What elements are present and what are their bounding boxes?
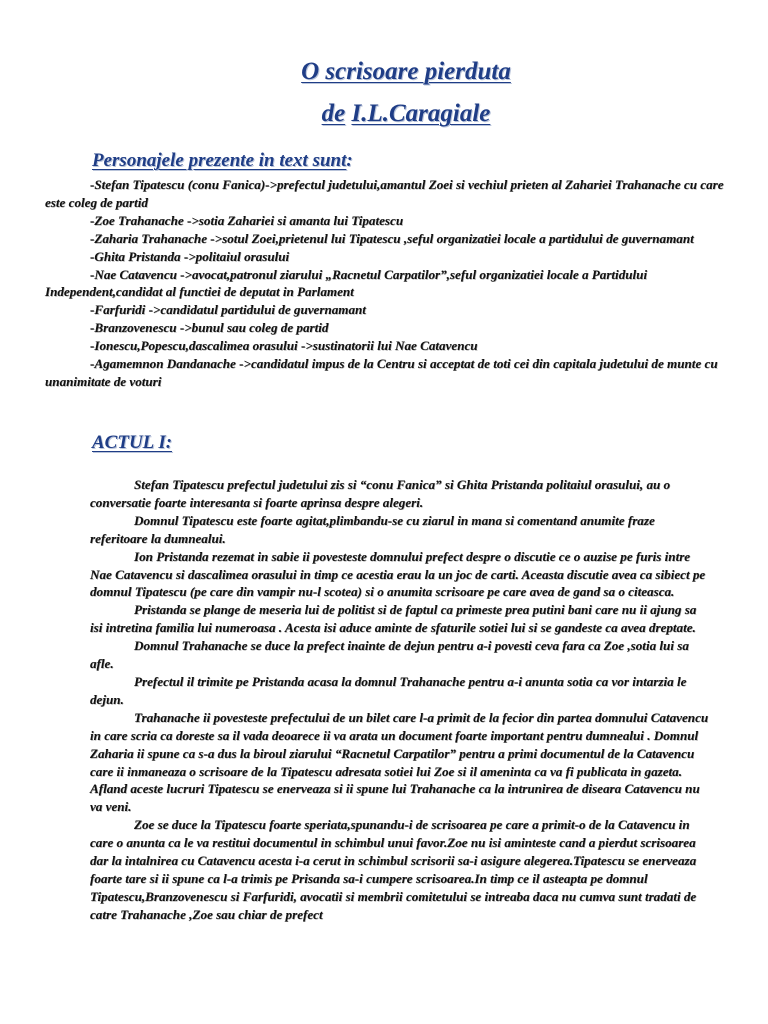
act-paragraph: Domnul Tipatescu este foarte agitat,plimbandu-se cu ziarul in mana si comentand anumite fraze referitoare la dumnealui. [90, 512, 655, 546]
character-item: -Ionescu,Popescu,dascalimea orasului ->sustinatorii lui Nae Catavencu [90, 338, 478, 354]
act-paragraph: Ion Pristanda rezemat in sabie ii povesteste domnului prefect despre o discutie ce o auzise pe furis intre Nae Catavencu si dascalimea orasului in timp ce acestia erau la un joc de carti. Aceasta discutie avea ca sibiect pe domnul Tipatescu (pe care din vampir nu-l scotea) si o anumita scrisoare pe care avea de gand sa o citeasca. [90, 548, 706, 600]
act-body [90, 476, 710, 924]
act-paragraph: Pristanda se plange de meseria lui de politist si de faptul ca primeste prea putini bani care nu ii ajung sa isi intretina familia lui numeroasa . Acesta isi aduce aminte de sfaturile sotiei lui si se gandeste ca avea dreptate. [90, 602, 697, 636]
characters-heading-text: Personajele prezente in text sunt [92, 150, 347, 171]
act-heading: ACTUL I: [92, 432, 173, 453]
character-item: -Zoe Trahanache ->sotia Zahariei si amanta lui Tipatescu [90, 212, 404, 228]
characters-list [45, 176, 725, 391]
author-name: I.L.Caragiale [351, 100, 491, 127]
character-item: -Nae Catavencu ->avocat,patronul ziarului „Racnetul Carpatilor”,seful organizatiei locale a Partidului Independent,candidat al functiei de deputat in Parlament [45, 266, 648, 300]
act-paragraph: Prefectul il trimite pe Pristanda acasa la domnul Trahanache pentru a-i anunta sotia ca vor intarzia le dejun. [90, 673, 687, 707]
author-prefix: de [321, 100, 346, 127]
characters-heading [92, 150, 353, 172]
document-author-line [0, 100, 768, 128]
character-item: -Agamemnon Dandanache ->candidatul impus de la Centru si acceptat de toti cei din capitala judetului de munte cu unanimitate de voturi [45, 356, 718, 389]
characters-heading-colon: : [346, 150, 353, 171]
character-item: -Stefan Tipatescu (conu Fanica)->prefectul judetului,amantul Zoei si vechiul prieten al Zahariei Trahanache cu care este coleg de partid [45, 177, 724, 210]
character-item: -Ghita Pristanda ->politaiul orasului [90, 248, 290, 264]
character-item: -Zaharia Trahanache ->sotul Zoei,prietenul lui Tipatescu ,seful organizatiei locale a partidului de guvernamant [90, 230, 694, 246]
character-item: -Farfuridi ->candidatul partidului de guvernamant [90, 302, 366, 318]
act-paragraph: Trahanache ii povesteste prefectului de un bilet care l-a primit de la fecior din partea domnului Catavencu in care scria ca doreste sa il vada deoarece ii va arata un document foarte important pentru dumnealui . Domnul Zaharia ii spune ca s-a dus la biroul ziarului “Racnetul Carpatilor” pentru a primi documentul de la Catavencu care ii inmaneaza o scrisoare de la Tipatescu adresata sotiei lui Zoe si il ameninta ca va fi publicata in gazeta. Afland aceste lucruri Tipatescu se enerveaza si ii spune lui Trahanache ca la intrunirea de diseara Catavencu nu va veni. [90, 709, 709, 815]
act-paragraph: Zoe se duce la Tipatescu foarte speriata,spunandu-i de scrisoarea pe care a primit-o de la Catavencu in care o anunta ca le va restitui documentul in schimbul unui favor.Zoe nu isi aminteste cand a pierdut scrisoarea dar la intalnirea cu Catavencu acesta i-a cerut in schimbul scrisorii sa-i asigure alegerea.Tipatescu se enerveaza foarte tare si ii spune ca l-a trimis pe Prisanda sa-i cumpere scrisoarea.In timp ce il asteapta pe domnul Tipatescu,Branzovenescu si Farfuridi, avocatii si membrii comitetului se intreaba daca nu cumva sunt tradati de catre Trahanache ,Zoe sau chiar de prefect [90, 817, 697, 922]
act-paragraph: Domnul Trahanache se duce la prefect inainte de dejun pentru a-i povesti ceva fara ca Zoe ,sotia lui sa afle. [90, 638, 689, 672]
character-item: -Branzovenescu ->bunul sau coleg de partid [90, 320, 329, 336]
act-paragraph: Stefan Tipatescu prefectul judetului zis si “conu Fanica” si Ghita Pristanda politaiul orasului, au o conversatie foarte interesanta si foarte aprinsa despre alegeri. [90, 477, 671, 510]
document-title: O scrisoare pierduta [301, 58, 511, 85]
